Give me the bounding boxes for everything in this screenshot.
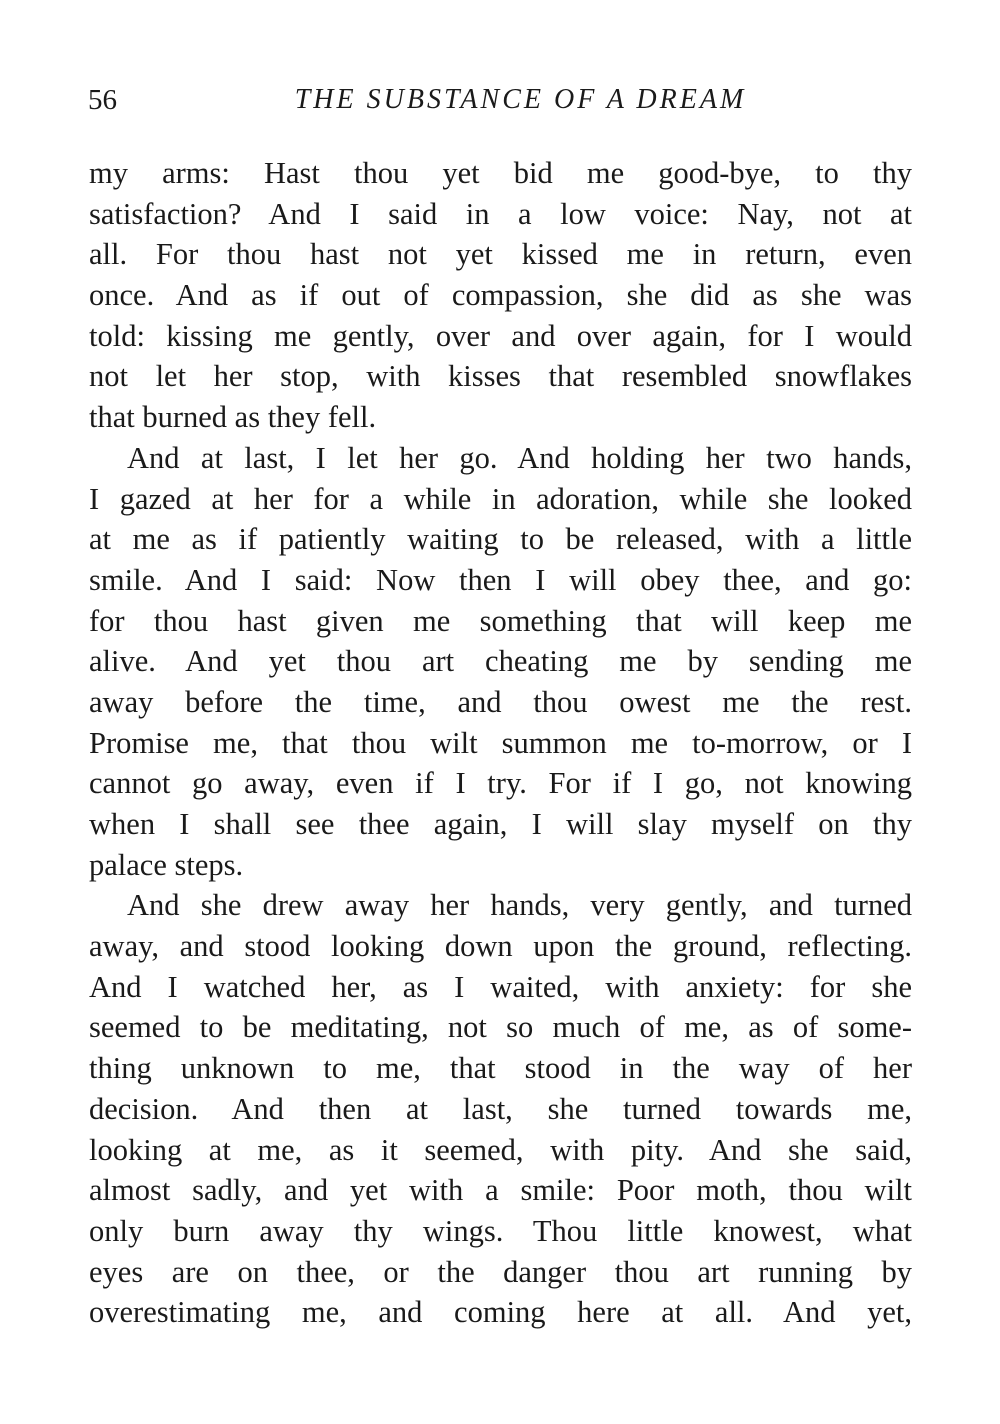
text-line: thing unknown to me, that stood in the way of her [89, 1051, 912, 1086]
text-line: And at last, I let her go. And holding her two hands, [127, 440, 912, 475]
text-line: Promise me, that thou wilt summon me to-morrow, or I [89, 725, 912, 760]
text-line: satisfaction? And I said in a low voice: Nay, not at [89, 196, 912, 231]
text-line: seemed to be meditating, not so much of me, as of some- [89, 1010, 912, 1045]
text-line: And I watched her, as I waited, with anxiety: for she [89, 969, 912, 1004]
text-line: smile. And I said: Now then I will obey thee, and go: [89, 562, 912, 597]
text-line: I gazed at her for a while in adoration, while she looked [89, 481, 912, 516]
text-line: that burned as they fell. [89, 400, 377, 435]
text-line: not let her stop, with kisses that resembled snowflakes [89, 359, 912, 394]
text-line: palace steps. [89, 847, 244, 882]
text-line: cannot go away, even if I try. For if I go, not knowing [89, 766, 912, 801]
text-line: at me as if patiently waiting to be released, with a little [89, 522, 912, 557]
text-line: once. And as if out of compassion, she did as she was [89, 278, 912, 313]
text-line: away, and stood looking down upon the ground, reflecting. [89, 929, 912, 964]
running-title: THE SUBSTANCE OF A DREAM [294, 84, 747, 115]
text-line: And she drew away her hands, very gently, and turned [127, 888, 912, 923]
text-line: only burn away thy wings. Thou little knowest, what [89, 1213, 912, 1248]
page-number: 56 [88, 84, 117, 116]
text-line: decision. And then at last, she turned towards me, [89, 1091, 912, 1126]
text-line: when I shall see thee again, I will slay myself on thy [89, 807, 912, 841]
text-line: looking at me, as it seemed, with pity. And she said, [89, 1132, 912, 1167]
text-line: almost sadly, and yet with a smile: Poor moth, thou wilt [89, 1173, 912, 1208]
paragraph [89, 153, 912, 438]
paragraph [89, 885, 912, 1333]
body-text [89, 153, 912, 1333]
text-line: alive. And yet thou art cheating me by sending me [89, 644, 912, 679]
page-header [88, 80, 913, 120]
text-line: overestimating me, and coming here at all. And yet, [89, 1295, 912, 1330]
text-line: all. For thou hast not yet kissed me in return, even [89, 237, 912, 272]
paragraph [89, 438, 912, 886]
text-line: my arms: Hast thou yet bid me good-bye, to thy [89, 156, 912, 190]
text-line: told: kissing me gently, over and over again, for I would [89, 318, 912, 353]
text-line: away before the time, and thou owest me the rest. [89, 684, 912, 719]
text-line: for thou hast given me something that will keep me [89, 603, 912, 638]
text-line: eyes are on thee, or the danger thou art running by [89, 1254, 912, 1289]
